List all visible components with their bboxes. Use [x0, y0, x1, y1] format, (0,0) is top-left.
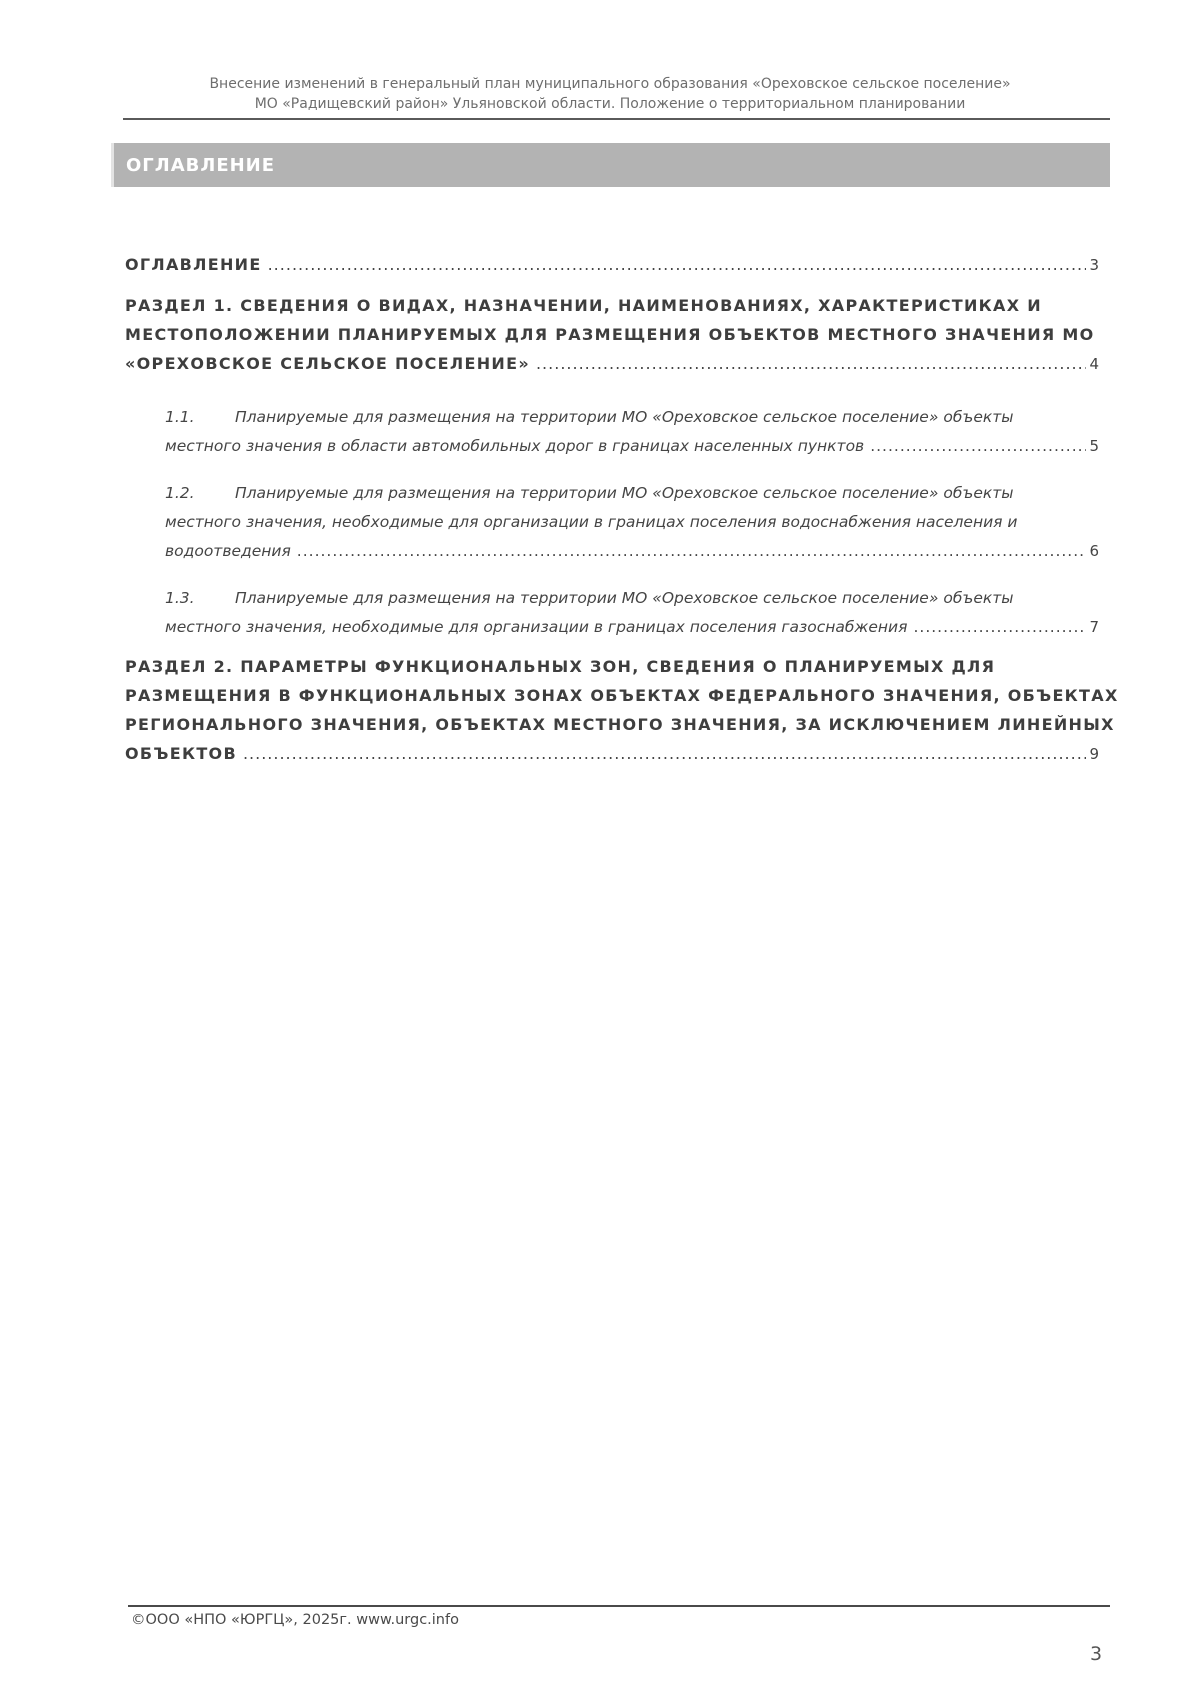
- dot-leader: [243, 739, 1087, 768]
- table-of-contents: [125, 250, 1119, 769]
- toc-entry-line: местного значения, необходимые для организации в границах поселения газоснабжения: [165, 618, 908, 636]
- dot-leader: [268, 250, 1087, 279]
- header-divider: [123, 118, 1110, 120]
- toc-entry-line: ОГЛАВЛЕНИЕ: [125, 255, 262, 274]
- header-line-1: Внесение изменений в генеральный план муниципального образования «Ореховское сельское поселение»: [209, 76, 1011, 92]
- toc-entry-line: «ОРЕХОВСКОЕ СЕЛЬСКОЕ ПОСЕЛЕНИЕ»: [125, 354, 530, 373]
- toc-entry-line: местного значения в области автомобильных дорог в границах населенных пунктов: [165, 437, 865, 455]
- toc-entry-section-1[interactable]: [125, 291, 1099, 379]
- toc-page-number: 5: [1089, 437, 1099, 455]
- toc-entry-line: МЕСТОПОЛОЖЕНИИ ПЛАНИРУЕМЫХ ДЛЯ РАЗМЕЩЕНИЯ ОБЪЕКТОВ МЕСТНОГО ЗНАЧЕНИЯ МО: [125, 325, 1095, 344]
- toc-entry-line: РЕГИОНАЛЬНОГО ЗНАЧЕНИЯ, ОБЪЕКТАХ МЕСТНОГО ЗНАЧЕНИЯ, ЗА ИСКЛЮЧЕНИЕМ ЛИНЕЙНЫХ: [125, 715, 1115, 734]
- toc-page-number: 4: [1089, 355, 1099, 373]
- toc-page-number: 3: [1089, 256, 1099, 274]
- dot-leader: [536, 349, 1086, 378]
- toc-entry-line: Планируемые для размещения на территории МО «Ореховское сельское поселение» объекты: [235, 408, 1014, 426]
- toc-page-number: 9: [1089, 745, 1099, 763]
- dot-leader: [913, 613, 1086, 642]
- dot-leader: [297, 537, 1087, 566]
- header-line-2: МО «Радищевский район» Ульяновской области. Положение о территориальном планировании: [254, 96, 966, 112]
- toc-page-number: 6: [1089, 542, 1099, 560]
- toc-entry-line: РАЗМЕЩЕНИЯ В ФУНКЦИОНАЛЬНЫХ ЗОНАХ ОБЪЕКТАХ ФЕДЕРАЛЬНОГО ЗНАЧЕНИЯ, ОБЪЕКТАХ: [125, 686, 1119, 705]
- toc-entry-line: РАЗДЕЛ 1. СВЕДЕНИЯ О ВИДАХ, НАЗНАЧЕНИИ, НАИМЕНОВАНИЯХ, ХАРАКТЕРИСТИКАХ И: [125, 296, 1042, 315]
- toc-entry-subsection-1-1[interactable]: [125, 403, 1099, 461]
- footer-divider: [128, 1605, 1110, 1607]
- toc-entry-section-2[interactable]: [125, 652, 1119, 769]
- toc-entry-line: Планируемые для размещения на территории МО «Ореховское сельское поселение» объекты: [235, 484, 1014, 502]
- page-number: 3: [1090, 1643, 1103, 1665]
- toc-entry-line: РАЗДЕЛ 2. ПАРАМЕТРЫ ФУНКЦИОНАЛЬНЫХ ЗОН, СВЕДЕНИЯ О ПЛАНИРУЕМЫХ ДЛЯ: [125, 657, 996, 676]
- toc-subsection-number: 1.1.: [165, 408, 195, 426]
- toc-subsection-number: 1.3.: [165, 589, 195, 607]
- toc-entry-line: водоотведения: [165, 542, 291, 560]
- toc-entry-line: ОБЪЕКТОВ: [125, 744, 237, 763]
- footer-copyright: ©ООО «НПО «ЮРГЦ», 2025г. www.urgc.info: [131, 1612, 459, 1628]
- toc-heading-banner: [111, 143, 1110, 187]
- toc-heading: ОГЛАВЛЕНИЕ: [126, 155, 276, 176]
- toc-entry-contents[interactable]: [125, 250, 1099, 280]
- dot-leader: [870, 432, 1086, 461]
- running-header: [110, 74, 1110, 114]
- toc-subsection-number: 1.2.: [165, 484, 195, 502]
- toc-entry-line: Планируемые для размещения на территории МО «Ореховское сельское поселение» объекты: [235, 589, 1014, 607]
- toc-page-number: 7: [1089, 618, 1099, 636]
- toc-entry-line: местного значения, необходимые для организации в границах поселения водоснабжения населения и: [165, 513, 1018, 531]
- toc-entry-subsection-1-2[interactable]: [125, 479, 1099, 566]
- toc-entry-subsection-1-3[interactable]: [125, 584, 1099, 642]
